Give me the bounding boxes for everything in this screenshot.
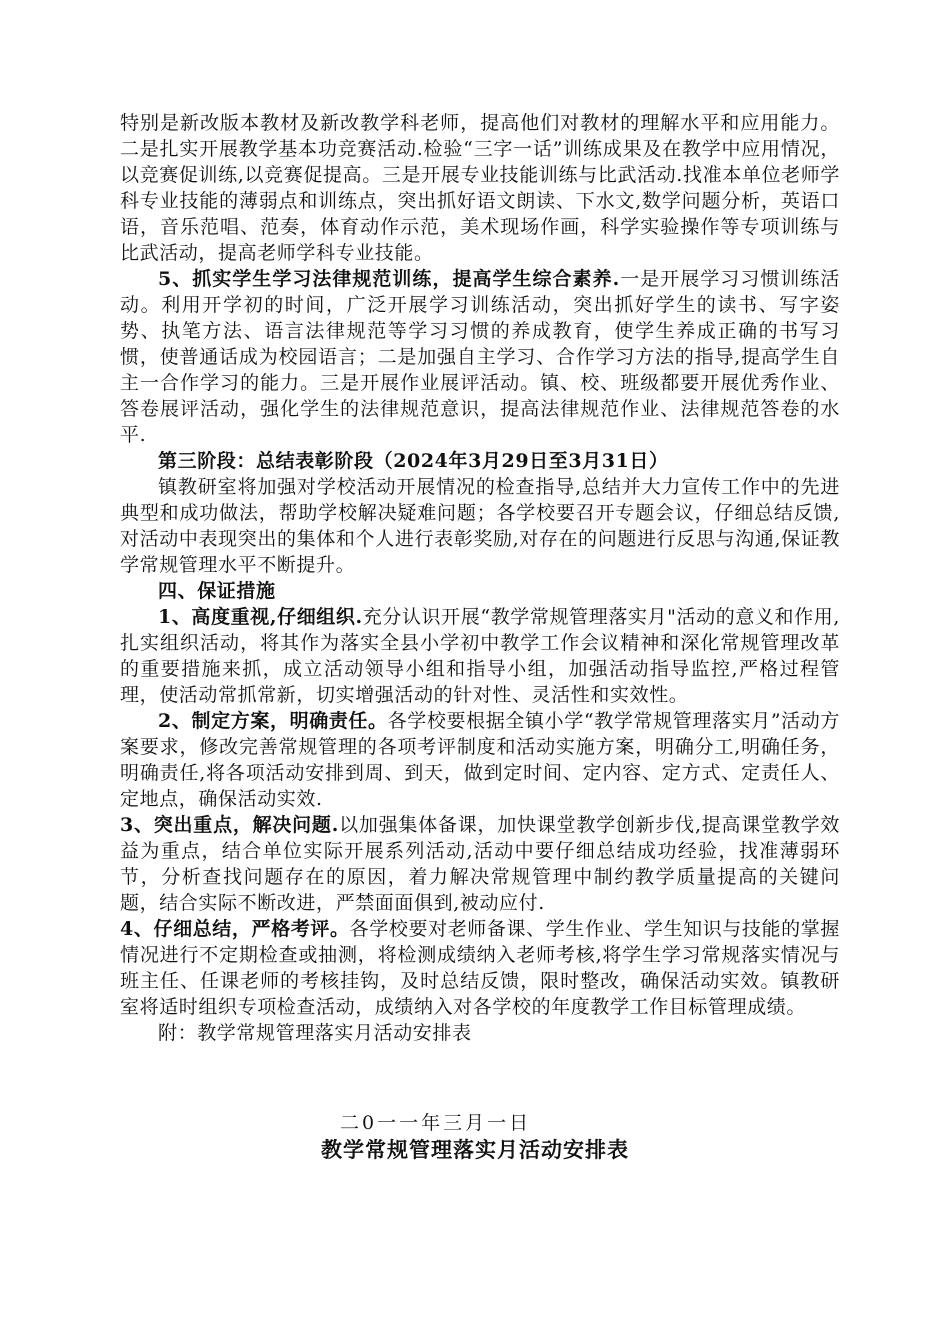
paragraph-7 [120, 708, 840, 812]
measures-heading [120, 578, 840, 604]
paragraph-heading: 4、仔细总结，严格考评。 [120, 918, 350, 940]
paragraph-heading: 3、突出重点，解决问题. [120, 814, 339, 836]
paragraph-heading: 2、制定方案，明确责任。 [158, 710, 388, 732]
paragraph-9 [120, 916, 840, 1020]
paragraph-4 [120, 474, 840, 578]
document-date: 二0一一年三月一日 [340, 1112, 532, 1134]
attachment-note [120, 1020, 840, 1046]
document-body [120, 110, 840, 1046]
section-heading: 四、保证措施 [158, 580, 276, 602]
stage-three-heading [120, 448, 840, 474]
paragraph-text: 以加强集体备课，加快课堂教学创新步伐,提高课堂教学效益为重点，结合单位实际开展系列活动,活动中要仔细总结成功经验，找准薄弱环节，分析查找问题存在的原因，着力解决常规管理中制约教学质量提高的关键问题，结合实际不断改进，严禁面面俱到,被动应付. [120, 814, 840, 914]
paragraph-text: 一是开展学习习惯训练活动。利用开学初的时间，广泛开展学习训练活动，突出抓好学生的读书、写字姿势、执笔方法、语言法律规范等学习习惯的养成教育，使学生养成正确的书写习惯，使普通话成为校园语言；二是加强自主学习、合作学习方法的指导,提高学生自主一合作学习的能力。三是开展作业展评活动。镇、校、班级都要开展优秀作业、答卷展评活动，强化学生的法律规范意识，提高法律规范作业、法律规范答卷的水平. [120, 268, 840, 446]
paragraph-1 [120, 110, 840, 266]
paragraph-heading: 5、抓实学生学习法律规范训练，提高学生综合素养. [158, 268, 620, 290]
paragraph-text: 附：教学常规管理落实月活动安排表 [158, 1022, 472, 1044]
paragraph-heading: 1、高度重视,仔细组织. [158, 606, 363, 628]
section-heading: 第三阶段：总结表彰阶段（2024年3月29日至3月31日） [158, 450, 669, 472]
paragraph-text: 特别是新改版本教材及新改教学科老师，提高他们对教材的理解水平和应用能力。二是扎实开展教学基本功竞赛活动.检验“三字一话”训练成果及在教学中应用情况，以竞赛促训练,以竞赛促提高。三是开展专业技能训练与比武活动.找准本单位老师学科专业技能的薄弱点和训练点，突出抓好语文朗读、下水文,数学问题分析，英语口语，音乐范唱、范奏，体育动作示范，美术现场作画，科学实验操作等专项训练与比武活动，提高老师学科专业技能。 [120, 112, 840, 264]
paragraph-text: 镇教研室将加强对学校活动开展情况的检查指导,总结并大力宣传工作中的先进典型和成功做法，帮助学校解决疑难问题；各学校要召开专题会议，仔细总结反馈,对活动中表现突出的集体和个人进行表彰奖励,对存在的问题进行反思与沟通,保证教学常规管理水平不断提升。 [120, 476, 840, 576]
paragraph-text: 充分认识开展“教学常规管理落实月"活动的意义和作用,扎实组织活动，将其作为落实全县小学初中教学工作会议精神和深化常规管理改革的重要措施来抓，成立活动领导小组和指导小组，加强活动指导监控,严格过程管理，使活动常抓常新，切实增强活动的针对性、灵活性和实效性。 [120, 606, 841, 706]
paragraph-text: 各学校要根据全镇小学“教学常规管理落实月”活动方案要求，修改完善常规管理的各项考评制度和活动实施方案，明确分工,明确任务，明确责任,将各项活动安排到周、到天，做到定时间、定内容、定方式、定责任人、定地点，确保活动实效. [120, 710, 841, 810]
paragraph-2 [120, 266, 840, 448]
table-title: 教学常规管理落实月活动安排表 [321, 1138, 629, 1162]
paragraph-text: 各学校要对老师备课、学生作业、学生知识与技能的掌握情况进行不定期检查或抽测，将检测成绩纳入老师考核,将学生学习常规落实情况与班主任、任课老师的考核挂钩，及时总结反馈，限时整改，确保活动实效。镇教研室将适时组织专项检查活动，成绩纳入对各学校的年度教学工作目标管理成绩。 [120, 918, 840, 1018]
paragraph-8 [120, 812, 840, 916]
paragraph-6 [120, 604, 840, 708]
